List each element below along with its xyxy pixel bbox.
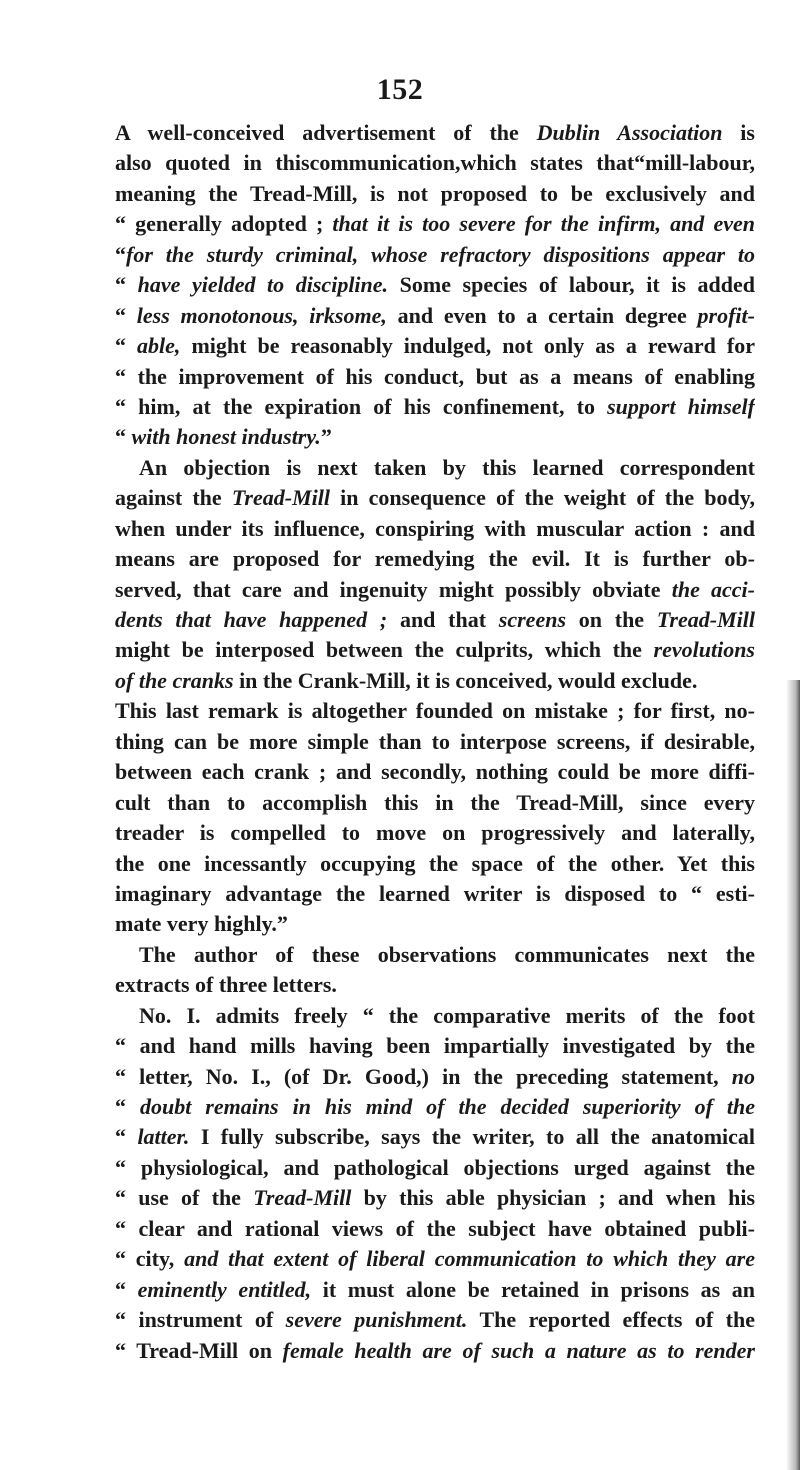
text-line: “ instrument of severe punishment. The reported effects of the: [115, 1307, 755, 1333]
text-line: means are proposed for remedying the evil. It is further ob-: [115, 546, 755, 572]
text-line: “ doubt remains in his mind of the decided superiority of the: [115, 1094, 755, 1119]
italic-text: Tread-Mill: [253, 1185, 352, 1211]
italic-text: eminently entitled,: [137, 1276, 312, 1302]
text-line: “ and hand mills having been impartially investigated by the: [115, 1033, 755, 1059]
text-line: the one incessantly occupying the space of the other. Yet this: [115, 850, 755, 876]
text-line: “ able, might be reasonably indulged, not only as a reward for: [115, 333, 755, 359]
italic-text: Tread-Mill: [231, 485, 330, 511]
italic-text: Dublin Association: [536, 120, 723, 145]
text-line: “ him, at the expiration of his confinement, to support himself: [115, 393, 755, 419]
text-line: mate very highly.”: [115, 911, 288, 937]
italic-text: and that extent of liberal communication to which they are: [184, 1246, 755, 1272]
body-text: [115, 118, 755, 1366]
text-line: “ Tread-Mill on female health are of such a nature as to render: [115, 1337, 755, 1363]
italic-text: no: [731, 1063, 755, 1089]
italic-text: support himself: [607, 393, 755, 419]
text-line: “ generally adopted ; that it is too severe for the infirm, and even: [115, 211, 755, 237]
italic-text: that it is too severe for the infirm, and even: [332, 211, 755, 237]
page-number: 152: [376, 73, 424, 106]
text-line: “ less monotonous, irksome, and even to a certain degree profit-: [115, 302, 755, 328]
page-edge-shadow: [786, 680, 800, 1470]
italic-text: dents that have happened ;: [115, 607, 388, 632]
text-line: “ city, and that extent of liberal communication to which they are: [115, 1246, 755, 1272]
text-line: against the Tread-Mill in consequence of the weight of the body,: [115, 485, 755, 511]
italic-text: female health are of such a nature as to render: [282, 1337, 755, 1363]
italic-text: severe punishment.: [285, 1307, 468, 1333]
text-line: “ eminently entitled, it must alone be retained in prisons as an: [115, 1276, 755, 1302]
text-line: “ the improvement of his conduct, but as a means of enabling: [115, 363, 755, 389]
text-line: when under its influence, conspiring with muscular action : and: [115, 515, 755, 541]
text-line: also quoted in thiscommunication,which states that“mill-labour,: [115, 150, 755, 176]
text-line: “ with honest industry.”: [115, 424, 332, 450]
italic-text: revolutions: [653, 637, 755, 663]
text-line: served, that care and ingenuity might possibly obviate the acci-: [115, 576, 755, 602]
text-line: “ physiological, and pathological objections urged against the: [115, 1154, 755, 1180]
italic-text: the acci-: [671, 576, 755, 602]
text-line: “ have yielded to discipline. Some species of labour, it is added: [115, 272, 755, 298]
italic-text: have yielded to discipline.: [137, 272, 389, 298]
text-line: of the cranks in the Crank-Mill, it is conceived, would exclude.: [115, 667, 698, 693]
italic-text: latter.: [137, 1124, 190, 1150]
italic-text: profit-: [697, 302, 755, 328]
text-line: “ letter, No. I., (of Dr. Good,) in the preceding statement, no: [115, 1063, 755, 1089]
text-line: treader is compelled to move on progressively and laterally,: [115, 820, 755, 846]
text-line: might be interposed between the culprits, which the revolutions: [115, 637, 755, 663]
text-line: extracts of three letters.: [115, 972, 337, 998]
text-line: “for the sturdy criminal, whose refractory dispositions appear to: [115, 241, 755, 267]
text-line: imaginary advantage the learned writer is disposed to “ esti-: [115, 880, 755, 906]
text-line: “ use of the Tread-Mill by this able physician ; and when his: [115, 1185, 755, 1211]
text-line: dents that have happened ; and that screens on the Tread-Mill: [115, 607, 755, 632]
text-line: “ latter. I fully subscribe, says the writer, to all the anatomical: [115, 1124, 755, 1150]
italic-text: for the sturdy criminal, whose refractory dispositions appear to: [126, 241, 755, 267]
italic-text: Tread-Mill: [656, 607, 755, 632]
text-line: “ clear and rational views of the subject have obtained publi-: [115, 1215, 755, 1241]
italic-text: able,: [137, 333, 181, 359]
text-line: This last remark is altogether founded on mistake ; for first, no-: [115, 698, 755, 724]
text-line: No. I. admits freely “ the comparative merits of the foot: [139, 1002, 755, 1028]
text-line: cult than to accomplish this in the Tread-Mill, since every: [115, 789, 755, 815]
text-line: A well-conceived advertisement of the Dublin Association is: [115, 120, 755, 145]
italic-text: with honest industry.: [131, 424, 321, 450]
italic-text: of the cranks: [115, 667, 234, 693]
text-line: between each crank ; and secondly, nothing could be more diffi-: [115, 759, 755, 785]
italic-text: screens: [498, 607, 567, 632]
text-line: An objection is next taken by this learned correspondent: [139, 454, 755, 480]
text-line: meaning the Tread-Mill, is not proposed to be exclusively and: [115, 180, 755, 206]
text-line: The author of these observations communicates next the: [139, 941, 755, 967]
italic-text: less monotonous, irksome,: [136, 302, 387, 328]
text-line: thing can be more simple than to interpose screens, if desirable,: [115, 728, 755, 754]
italic-text: doubt remains in his mind of the decided superiority of the: [139, 1094, 755, 1119]
